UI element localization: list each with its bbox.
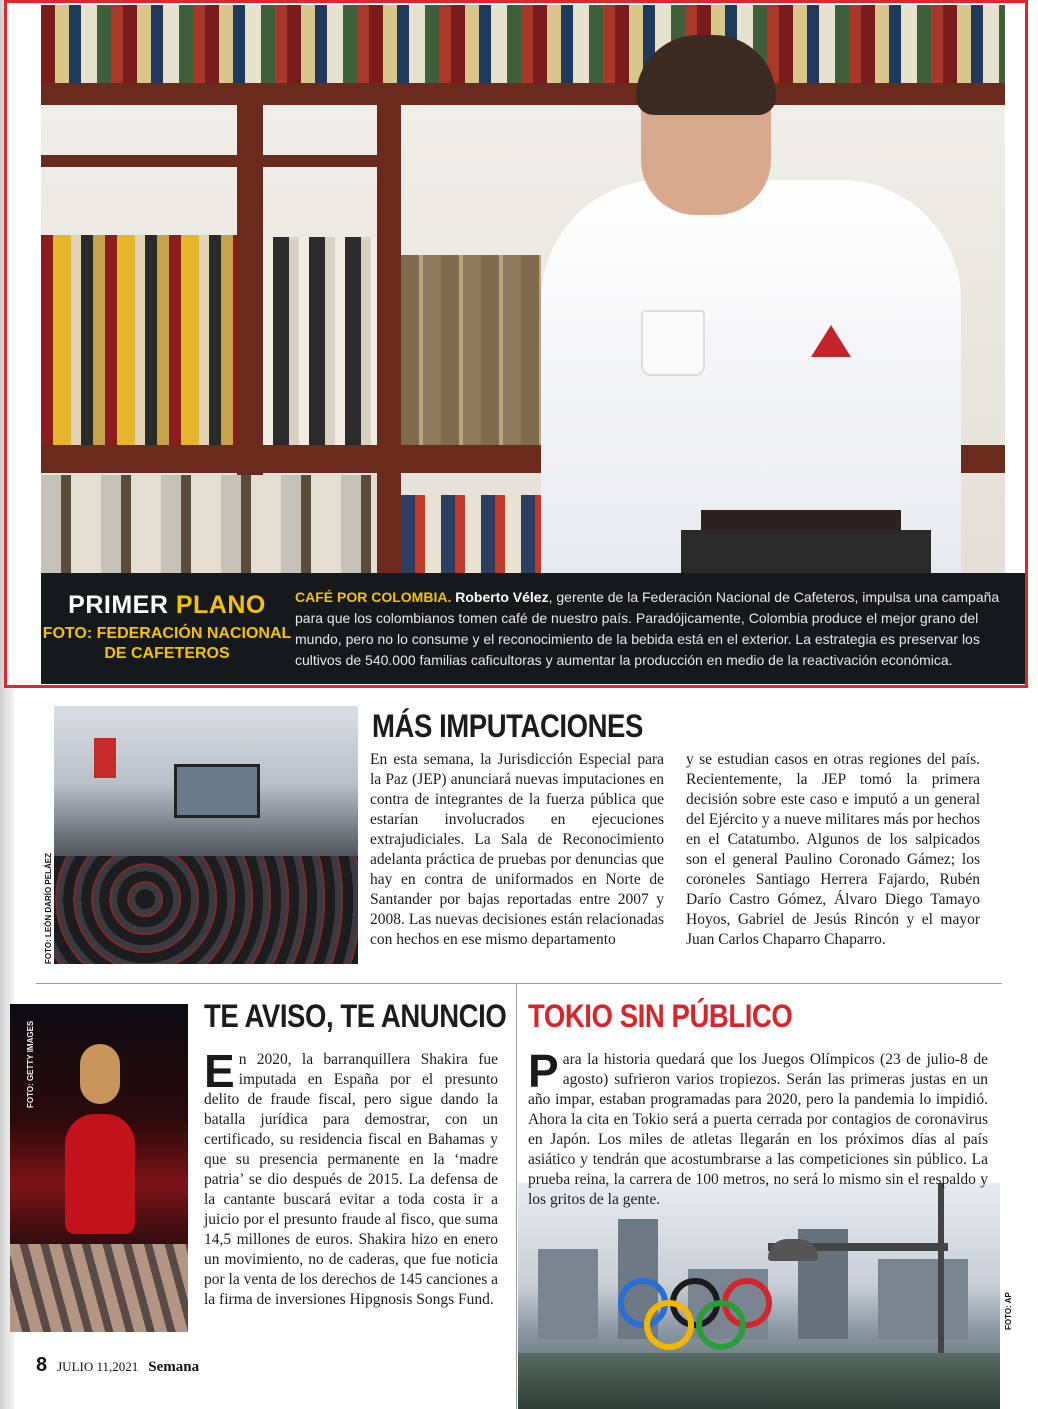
article-headline: TE AVISO, TE ANUNCIO xyxy=(204,998,507,1034)
crowd-of-reporters xyxy=(54,856,358,964)
article-column-1: En esta semana, la Jurisdicción Especial para la Paz (JEP) anunciará nuevas imputaciones en contra de integrantes de la fuerza pública que estarían involucrados en ejecuciones extrajudiciales. La Sala de Reconocimiento adelanta práctica de pruebas por denuncias que hay en contra de uniformados en Norte de Santander por bajas reportadas entre 2007 y 2008. Las nuevas decisiones están relacionadas con hechos en ese mismo departamento xyxy=(370,751,664,948)
waterfront xyxy=(518,1353,1000,1409)
olympic-rings-icon xyxy=(618,1278,838,1348)
photo-credit: FOTO: GETTY IMAGES xyxy=(26,1020,35,1108)
shakira-photo xyxy=(10,1004,188,1332)
mas-imputaciones-article xyxy=(36,690,1004,980)
coffee-mug xyxy=(641,310,705,376)
shelf-divider xyxy=(377,105,401,573)
section-title xyxy=(41,591,293,620)
lamp-head xyxy=(768,1239,818,1261)
tokio-article-body xyxy=(528,1045,988,1210)
performer-red-dress xyxy=(65,1114,135,1234)
article-text: n 2020, la barranquillera Shakira fue imputada en España por el presunto delito de fraude fiscal, pero sigue dando la batalla jurídica para demostrar, con un certificado, su residencia fiscal en Bahamas y que su presencia permanente en la ‘madre patria’ se dio después de 2015. La defensa de la cantante buscará evitar a toda costa ir a juicio por el presunto fraude al fisco, que suma 14,5 millones de euros. Shakira hizo en enero un movimiento, no de caderas, que fue noticia por la venta de los derechos de 145 canciones a la firma de inversiones Hipgnosis Songs Fund. xyxy=(204,1051,498,1308)
screen-shape xyxy=(174,764,260,818)
magazine-name: Semana xyxy=(148,1359,200,1375)
lower-shelf-books xyxy=(401,495,541,573)
lower-shelf-books xyxy=(41,475,377,573)
caption-left-block xyxy=(41,591,293,664)
section-divider-vertical xyxy=(516,984,517,1409)
article-headline: TOKIO SIN PÚBLICO xyxy=(528,998,793,1034)
feature-photo-credit xyxy=(41,624,293,664)
caption-person-name: Roberto Vélez xyxy=(455,589,549,605)
photo-credit: FOTO: LEÓN DARÍO PELÁEZ xyxy=(44,853,53,964)
photo-credit: FOTO: AP xyxy=(1004,1292,1013,1330)
dropcap: P xyxy=(528,1045,559,1097)
title-word-plano: PLANO xyxy=(175,591,266,619)
title-word-primer: PRIMER xyxy=(68,591,169,619)
feature-caption-bar xyxy=(41,573,1025,684)
feature-photo xyxy=(41,5,1005,573)
top-shelf-books xyxy=(41,5,1005,83)
press-conference-photo xyxy=(54,706,358,964)
caption-kicker: CAFÉ POR COLOMBIA. xyxy=(295,589,452,605)
federacion-logo-icon xyxy=(811,325,851,357)
caption-body: , gerente de la Federación Nacional de Cafeteros, impulsa una campaña para que los colombianos tomen café de nuestro país. Paradójicamente, Colombia produce el mejor grano del mundo, pero no lo consume y el reconocimiento de la bebida está en el exterior. La estrategia es preservar los cultivos de 540.000 familias caficultoras y aumentar la producción en medio de la reactivación económica. xyxy=(295,589,1000,668)
primer-plano-feature xyxy=(4,0,1028,688)
article-headline: MÁS IMPUTACIONES xyxy=(372,708,643,744)
shelf-board xyxy=(41,155,377,167)
article-text: ara la historia quedará que los Juegos Olímpicos (23 de julio-8 de agosto) sufrieron varios tropiezos. Serán las primeras justas en un año impar, estaban programadas para 2020, pero la pandemia lo impidió. Ahora la cita en Tokio será a puerta cerrada por contagios de coronavirus en Japón. Los miles de atletas llegarán en los próximos días al país asiático y tendrán que acostumbrarse a las competiciones sin público. La prueba reina, la carrera de 100 metros, no será lo mismo sin el respaldo y los gritos de la gente. xyxy=(528,1051,988,1208)
feature-caption-text xyxy=(295,587,1007,671)
coffee-bags xyxy=(263,237,377,445)
ring-green xyxy=(696,1300,746,1350)
article-column-2: y se estudian casos en otras regiones del país. Recientemente, la JEP tomó la primera decisión sobre este caso e imputó a un general del Ejército y a nueve militares más por hechos en el Catatumbo. Algunos de los salpicados son el general Paulino Coronado Gámez; los coroneles Santiago Herrera Fajardo, Rubén Darío Castro Gómez, Álvaro Diego Tamayo Hoyos, Gabriel de Jesús Rincón y el mayor Juan Carlos Chaparro Chaparro. xyxy=(686,751,980,948)
dropcap: E xyxy=(204,1045,235,1097)
tokyo-olympic-rings-photo xyxy=(518,1183,1000,1409)
person-belt xyxy=(701,510,901,530)
page-footer xyxy=(36,1354,199,1377)
photo-credit-line: FOTO: FEDERACIÓN NACIONAL xyxy=(42,625,292,642)
person-pants xyxy=(681,530,931,573)
shelf-board xyxy=(41,83,1005,105)
issue-date: JULIO 11,2021 xyxy=(57,1359,139,1374)
middle-shelf-books xyxy=(41,235,237,445)
audience-hands xyxy=(10,1244,188,1332)
section-divider-horizontal xyxy=(36,983,1002,984)
ring-yellow xyxy=(644,1300,694,1350)
aviso-article-body xyxy=(204,1045,498,1310)
building-shape xyxy=(538,1249,598,1339)
flag-shape xyxy=(94,738,116,778)
photo-credit-line: DE CAFETEROS xyxy=(104,645,230,662)
page-number: 8 xyxy=(36,1354,48,1376)
performer-head xyxy=(80,1044,120,1104)
building-shape xyxy=(878,1259,968,1339)
encyclopedia-books xyxy=(401,255,541,445)
